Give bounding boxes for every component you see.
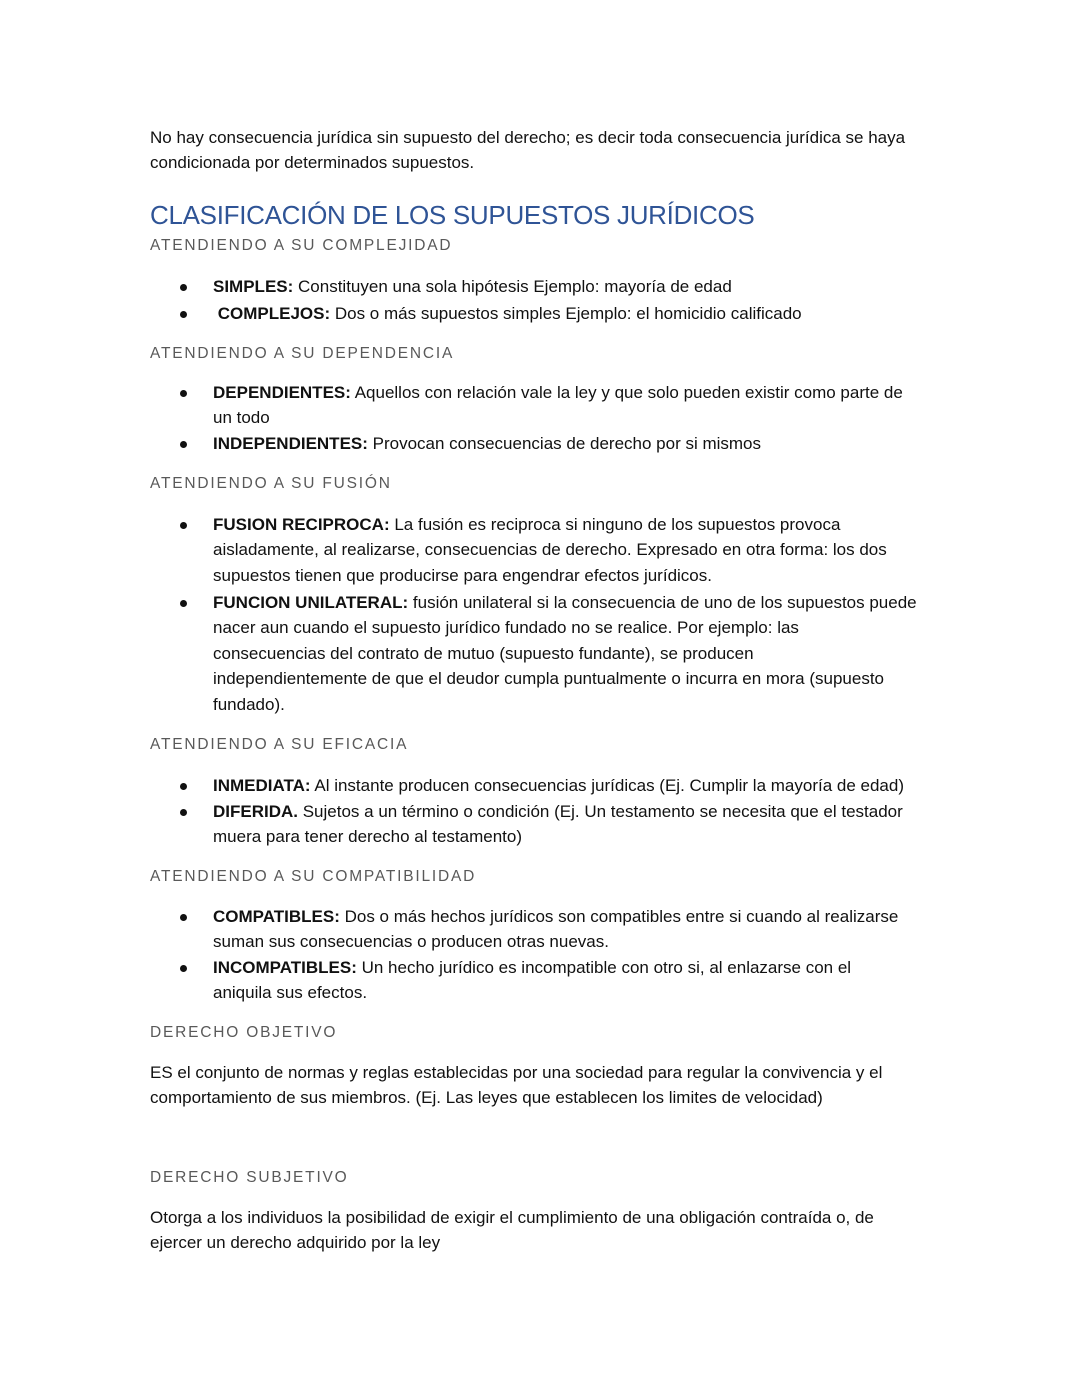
list-item-line: un todo (213, 408, 270, 427)
subheading: ATENDIENDO A SU FUSIÓN (150, 475, 392, 492)
list-item-line (213, 513, 840, 537)
list-item-line (213, 905, 898, 929)
item-label: INDEPENDIENTES: (213, 434, 368, 453)
item-text: La fusión es reciproca si ninguno de los supuestos provoca (389, 515, 841, 534)
item-label: FUNCION UNILATERAL: (213, 593, 409, 612)
list-item-line (213, 774, 904, 798)
bullet-icon (180, 441, 187, 448)
bullet-icon (180, 311, 187, 318)
list-item-line (213, 275, 732, 299)
intro-line: No hay consecuencia jurídica sin supuesto del derecho; es decir toda consecuencia jurídica se haya (150, 128, 906, 147)
subheading: ATENDIENDO A SU EFICACIA (150, 736, 409, 753)
subheading: ATENDIENDO A SU COMPATIBILIDAD (150, 868, 477, 885)
item-label: INMEDIATA: (213, 776, 311, 795)
section-title: CLASIFICACIÓN DE LOS SUPUESTOS JURÍDICOS (150, 200, 755, 230)
bullet-icon (180, 522, 187, 529)
paragraph-line: Otorga a los individuos la posibilidad de exigir el cumplimiento de una obligación contraída o, de (150, 1208, 874, 1227)
list-item-line (213, 591, 917, 615)
list-item-line: muera para tener derecho al testamento) (213, 827, 523, 846)
list-item-line: suman sus consecuencias o producen otras nuevas. (213, 932, 609, 951)
item-text: fusión unilateral si la consecuencia de uno de los supuestos puede (408, 593, 917, 612)
bullet-icon (180, 809, 187, 816)
list-item-line: aisladamente, al realizarse, consecuencias de derecho. Expresado en otra forma: los dos (213, 540, 887, 559)
bullet-icon (180, 284, 187, 291)
intro-line: condicionada por determinados supuestos. (150, 153, 475, 172)
list-item-line (213, 800, 903, 824)
paragraph-line: comportamiento de sus miembros. (Ej. Las leyes que establecen los limites de velocidad) (150, 1088, 823, 1107)
item-text: Dos o más hechos jurídicos son compatibles entre si cuando al realizarse (339, 907, 899, 926)
item-label: COMPLEJOS: (213, 304, 331, 323)
bullet-icon (180, 965, 187, 972)
bullet-icon (180, 914, 187, 921)
subheading: ATENDIENDO A SU DEPENDENCIA (150, 345, 455, 362)
item-text: Un hecho jurídico es incompatible con otro si, al enlazarse con el (356, 958, 852, 977)
bullet-icon (180, 390, 187, 397)
list-item-line: aniquila sus efectos. (213, 983, 368, 1002)
list-item-line (213, 302, 802, 326)
item-text: Sujetos a un término o condición (Ej. Un testamento se necesita que el testador (298, 802, 903, 821)
list-item-line (213, 381, 903, 405)
subheading-derecho-subjetivo: DERECHO SUBJETIVO (150, 1169, 349, 1186)
subheading-derecho-objetivo: DERECHO OBJETIVO (150, 1024, 338, 1041)
bullet-icon (180, 600, 187, 607)
item-label: DIFERIDA. (213, 802, 298, 821)
subheading: ATENDIENDO A SU COMPLEJIDAD (150, 237, 453, 254)
item-label: INCOMPATIBLES: (213, 958, 357, 977)
item-text: Constituyen una sola hipótesis Ejemplo: mayoría de edad (293, 277, 732, 296)
list-item-line: consecuencias del contrato de mutuo (supuesto fundante), se producen (213, 644, 754, 663)
list-item-line: supuestos tienen que producirse para engendrar efectos jurídicos. (213, 566, 712, 585)
paragraph-line: ejercer un derecho adquirido por la ley (150, 1233, 441, 1252)
item-text: Al instante producen consecuencias jurídicas (Ej. Cumplir la mayoría de edad) (310, 776, 904, 795)
item-text: Aquellos con relación vale la ley y que solo pueden existir como parte de (350, 383, 903, 402)
item-label: DEPENDIENTES: (213, 383, 351, 402)
list-item-line: independientemente de que el deudor cumpla puntualmente o incurra en mora (supuesto (213, 669, 885, 688)
item-label: FUSION RECIPROCA: (213, 515, 390, 534)
item-label: SIMPLES: (213, 277, 294, 296)
list-item-line (213, 432, 761, 456)
item-text: Dos o más supuestos simples Ejemplo: el homicidio calificado (330, 304, 802, 323)
paragraph-line: ES el conjunto de normas y reglas establecidas por una sociedad para regular la convivencia y el (150, 1063, 883, 1082)
list-item-line: nacer aun cuando el supuesto jurídico fundado no se realice. Por ejemplo: las (213, 618, 799, 637)
item-label: COMPATIBLES: (213, 907, 340, 926)
list-item-line (213, 956, 851, 980)
item-text: Provocan consecuencias de derecho por si mismos (367, 434, 762, 453)
list-item-line: fundado). (213, 695, 285, 714)
bullet-icon (180, 783, 187, 790)
